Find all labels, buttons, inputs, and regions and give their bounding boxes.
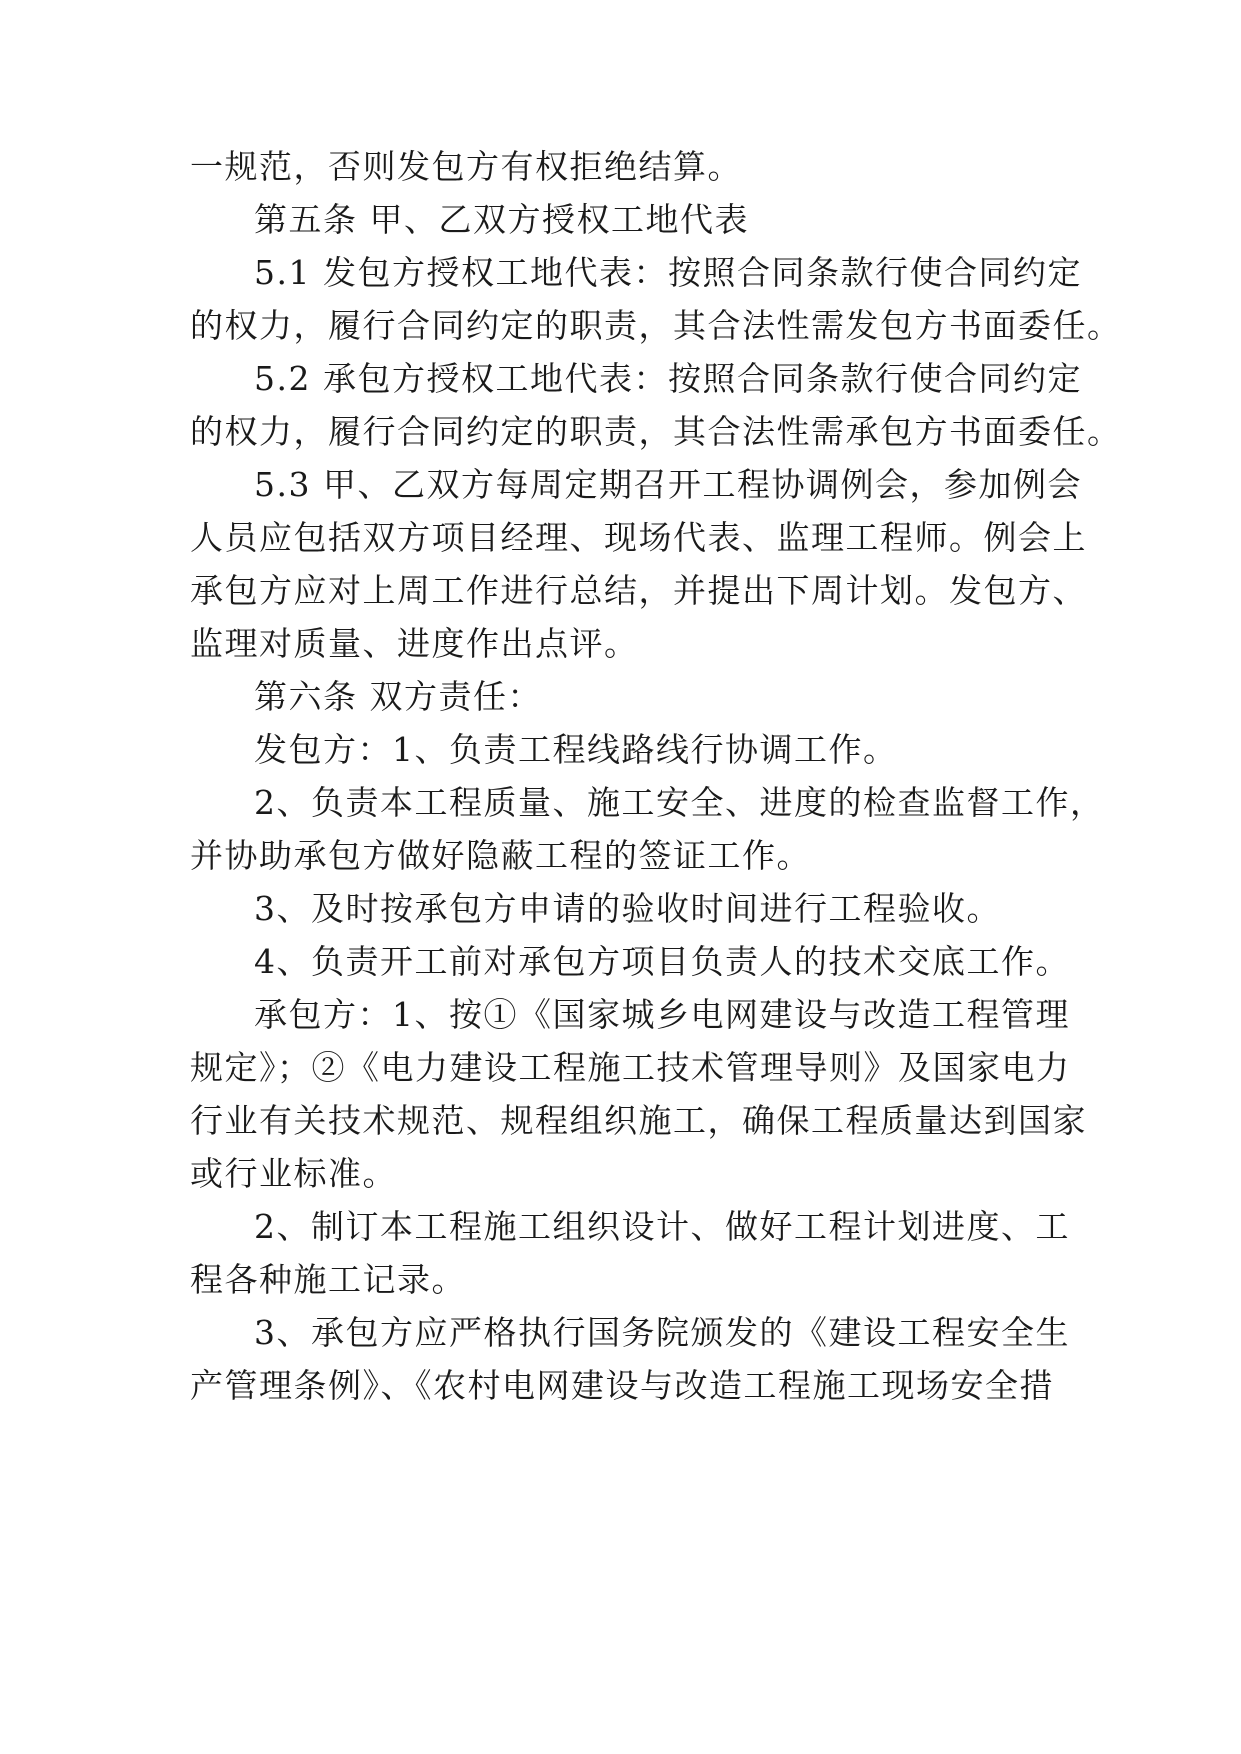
section-heading: 第五条 甲、乙双方授权工地代表 [254,200,749,239]
text-line: 的权力，履行合同约定的职责，其合法性需发包方书面委任。 [190,306,1122,345]
text-line: 人员应包括双方项目经理、现场代表、监理工程师。例会上 [190,518,1087,557]
text-line: 发包方：1、负责工程线路线行协调工作。 [254,730,898,769]
text-line: 5.3 甲、乙双方每周定期召开工程协调例会，参加例会 [254,465,1082,504]
text-line: 监理对质量、进度作出点评。 [190,624,639,663]
text-line: 产管理条例》、《农村电网建设与改造工程施工现场安全措 [190,1366,1054,1405]
text-line: 承包方：1、按①《国家城乡电网建设与改造工程管理 [254,995,1070,1034]
text-line: 规定》；②《电力建设工程施工技术管理导则》及国家电力 [190,1048,1071,1087]
text-line: 2、负责本工程质量、施工安全、进度的检查监督工作， [254,783,1105,822]
text-line: 一规范，否则发包方有权拒绝结算。 [190,147,742,186]
text-line: 或行业标准。 [190,1154,397,1193]
text-line: 行业有关技术规范、规程组织施工，确保工程质量达到国家 [190,1101,1087,1140]
text-line: 程各种施工记录。 [190,1260,466,1299]
text-line: 3、承包方应严格执行国务院颁发的《建设工程安全生 [254,1313,1070,1352]
text-line: 的权力，履行合同约定的职责，其合法性需承包方书面委任。 [190,412,1122,451]
section-heading: 第六条 双方责任： [254,677,542,716]
text-line: 承包方应对上周工作进行总结，并提出下周计划。发包方、 [190,571,1087,610]
text-line: 3、及时按承包方申请的验收时间进行工程验收。 [254,889,1001,928]
text-line: 5.2 承包方授权工地代表：按照合同条款行使合同约定 [254,359,1082,398]
text-line: 4、负责开工前对承包方项目负责人的技术交底工作。 [254,942,1070,981]
text-line: 2、制订本工程施工组织设计、做好工程计划进度、工 [254,1207,1070,1246]
text-line: 并协助承包方做好隐蔽工程的签证工作。 [190,836,811,875]
text-line: 5.1 发包方授权工地代表：按照合同条款行使合同约定 [254,253,1082,292]
